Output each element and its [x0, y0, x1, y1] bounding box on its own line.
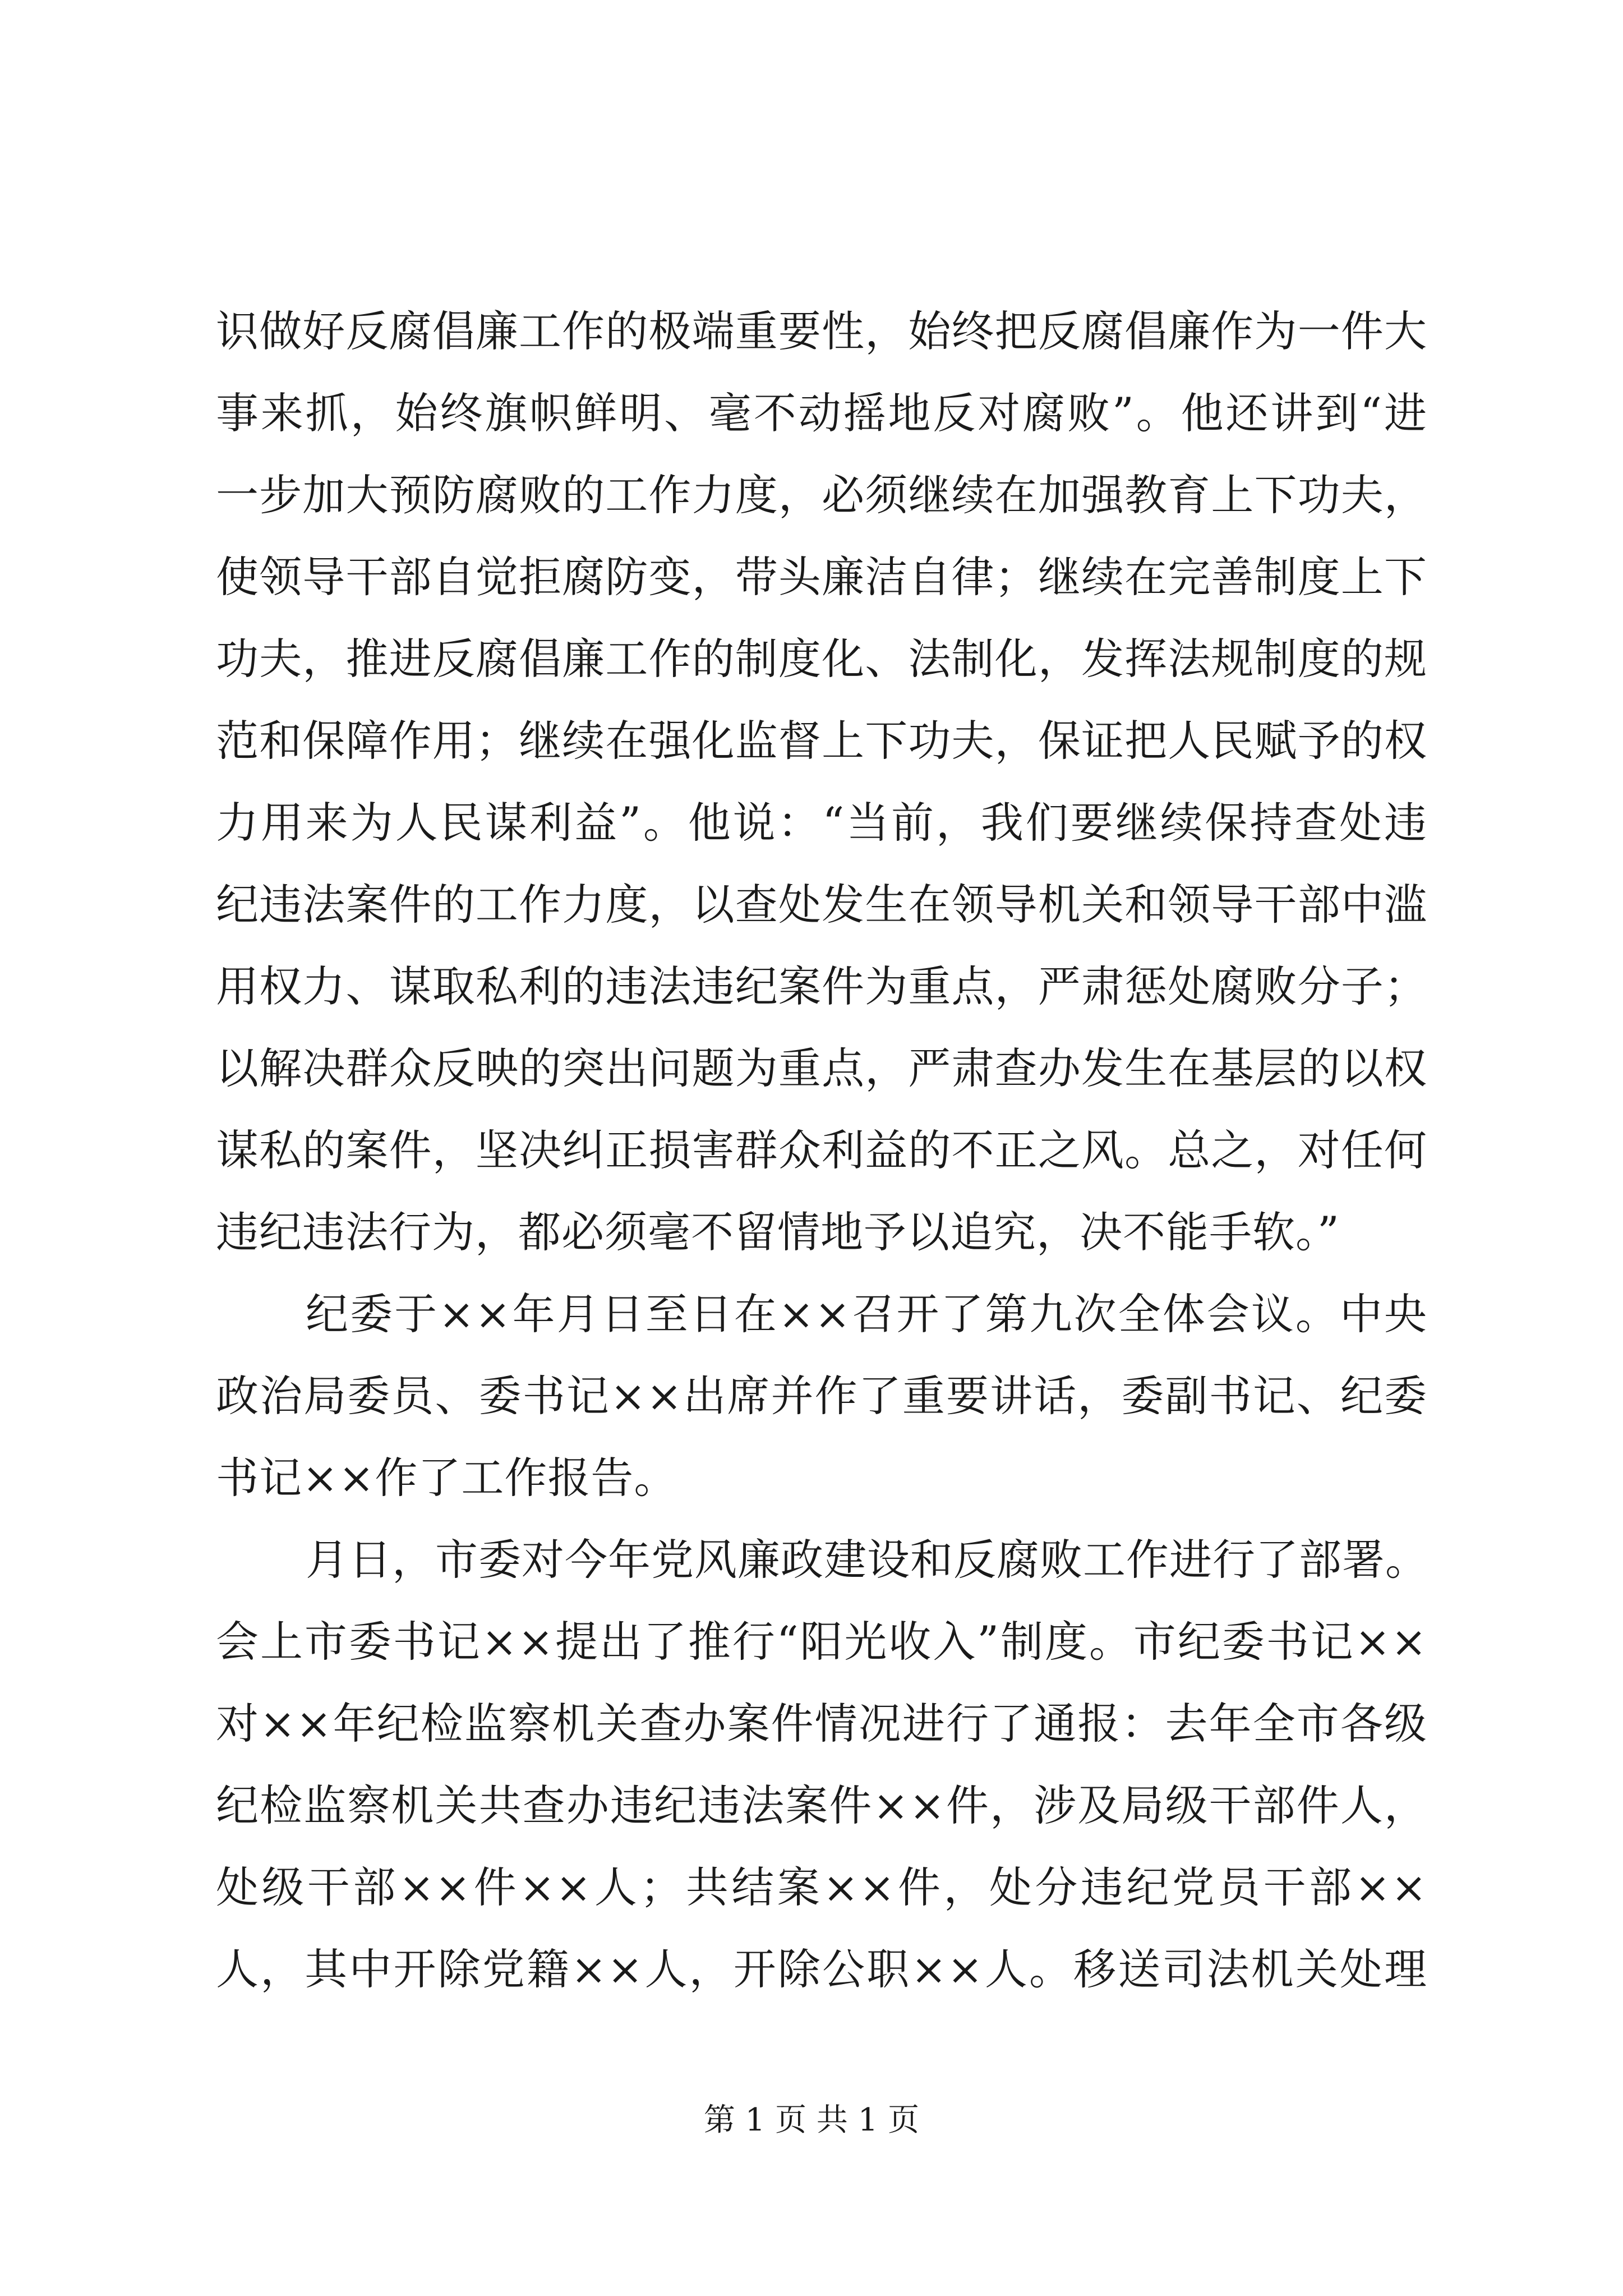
text-line: 识做好反腐倡廉工作的极端重要性，始终把反腐倡廉作为一件大: [216, 306, 1427, 356]
text-line: 对××年纪检监察机关查办案件情况进行了通报：去年全市各级: [216, 1699, 1427, 1749]
document-body: [216, 291, 1427, 2010]
text-line: 书记××作了工作报告。: [216, 1453, 677, 1503]
text-line: 处级干部××件××人；共结案××件，处分违纪党员干部××: [216, 1862, 1427, 1912]
text-line: 用权力、谋取私利的违法违纪案件为重点，严肃惩处腐败分子；: [216, 961, 1427, 1011]
page-footer: 第 1 页 共 1 页: [703, 2102, 920, 2138]
paragraph-first-line: 纪委于××年月日至日在××召开了第九次全体会议。中央: [306, 1289, 1427, 1339]
text-line: 事来抓，始终旗帜鲜明、毫不动摇地反对腐败”。他还讲到“进: [216, 388, 1427, 438]
text-line: 纪违法案件的工作力度，以查处发生在领导机关和领导干部中滥: [216, 880, 1427, 930]
text-line: 使领导干部自觉拒腐防变，带头廉洁自律；继续在完善制度上下: [216, 552, 1427, 602]
text-line: 范和保障作用；继续在强化监督上下功夫，保证把人民赋予的权: [216, 716, 1427, 766]
text-line: 纪检监察机关共查办违纪违法案件××件，涉及局级干部件人，: [216, 1780, 1427, 1830]
text-line: 以解决群众反映的突出问题为重点，严肃查办发生在基层的以权: [216, 1043, 1427, 1093]
text-line: 政治局委员、委书记××出席并作了重要讲话，委副书记、纪委: [216, 1371, 1427, 1421]
text-line: 人，其中开除党籍××人，开除公职××人。移送司法机关处理: [216, 1944, 1427, 1994]
text-line: 谋私的案件，坚决纠正损害群众利益的不正之风。总之，对任何: [216, 1125, 1427, 1175]
text-line: 会上市委书记××提出了推行“阳光收入”制度。市纪委书记××: [216, 1617, 1427, 1667]
text-line: 功夫，推进反腐倡廉工作的制度化、法制化，发挥法规制度的规: [216, 634, 1427, 684]
text-line: 一步加大预防腐败的工作力度，必须继续在加强教育上下功夫，: [216, 470, 1427, 520]
paragraph-first-line: 月日，市委对今年党风廉政建设和反腐败工作进行了部署。: [306, 1535, 1428, 1585]
text-line: 违纪违法行为，都必须毫不留情地予以追究，决不能手软。”: [216, 1207, 1340, 1257]
text-line: 力用来为人民谋利益”。他说：“当前，我们要继续保持查处违: [216, 798, 1427, 848]
